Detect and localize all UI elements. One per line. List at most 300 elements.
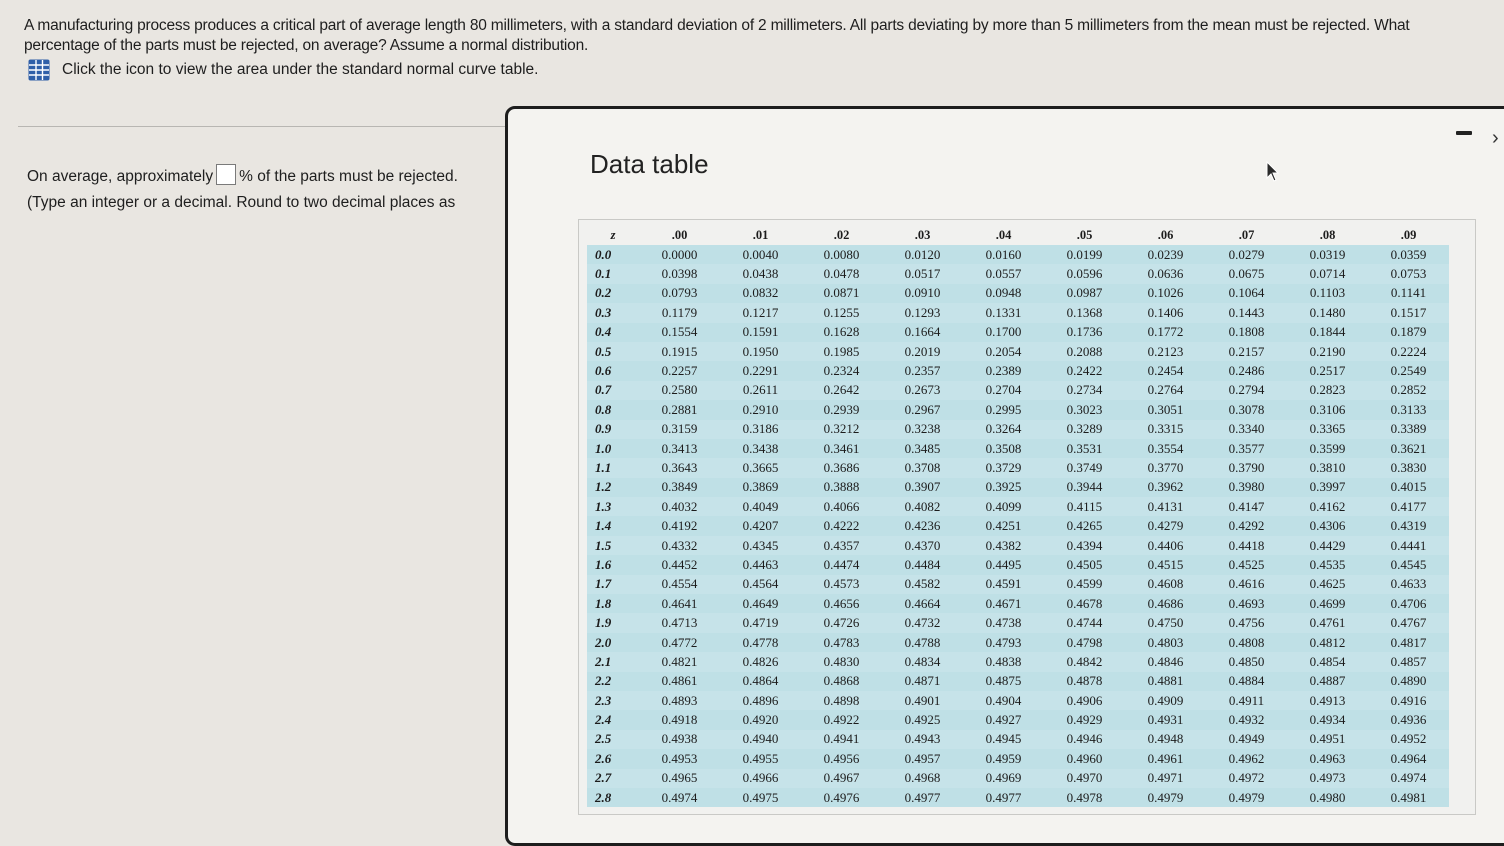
table-cell: 0.4929 <box>1044 710 1125 729</box>
table-cell: 0.4959 <box>963 749 1044 768</box>
table-cell: 0.0239 <box>1125 245 1206 264</box>
table-cell: 0.4963 <box>1287 749 1368 768</box>
table-cell: 0.3508 <box>963 439 1044 458</box>
table-cell: 0.4960 <box>1044 749 1125 768</box>
table-row <box>587 575 1449 594</box>
table-cell: 0.3708 <box>882 458 963 477</box>
table-cell: 0.2291 <box>720 361 801 380</box>
table-cell: 0.4756 <box>1206 613 1287 632</box>
table-cell: 0.4913 <box>1287 691 1368 710</box>
table-cell: 0.3186 <box>720 420 801 439</box>
table-cell: 0.4931 <box>1125 710 1206 729</box>
z-value-cell: 0.8 <box>587 400 639 419</box>
z-value-cell: 2.3 <box>587 691 639 710</box>
table-cell: 0.2967 <box>882 400 963 419</box>
table-cell: 0.4838 <box>963 652 1044 671</box>
z-value-cell: 2.8 <box>587 788 639 807</box>
table-cell: 0.3621 <box>1368 439 1449 458</box>
table-cell: 0.4821 <box>639 652 720 671</box>
table-cell: 0.4131 <box>1125 497 1206 516</box>
table-cell: 0.1103 <box>1287 284 1368 303</box>
table-cell: 0.2995 <box>963 400 1044 419</box>
mouse-cursor-icon <box>1266 161 1280 183</box>
column-header: .01 <box>752 228 769 242</box>
table-cell: 0.4898 <box>801 691 882 710</box>
table-cell: 0.4032 <box>639 497 720 516</box>
z-value-cell: 1.1 <box>587 458 639 477</box>
table-cell: 0.4162 <box>1287 497 1368 516</box>
table-cell: 0.4968 <box>882 769 963 788</box>
answer-instructions: (Type an integer or a decimal. Round to two decimal places as <box>27 194 456 211</box>
z-column-header: z <box>610 228 616 242</box>
table-cell: 0.3980 <box>1206 478 1287 497</box>
table-cell: 0.4778 <box>720 633 801 652</box>
table-cell: 0.3438 <box>720 439 801 458</box>
table-cell: 0.4177 <box>1368 497 1449 516</box>
table-cell: 0.0832 <box>720 284 801 303</box>
table-cell: 0.3643 <box>639 458 720 477</box>
table-cell: 0.4750 <box>1125 613 1206 632</box>
z-value-cell: 1.3 <box>587 497 639 516</box>
table-cell: 0.4147 <box>1206 497 1287 516</box>
table-cell: 0.4918 <box>639 710 720 729</box>
table-cell: 0.4961 <box>1125 749 1206 768</box>
table-cell: 0.4099 <box>963 497 1044 516</box>
table-cell: 0.4564 <box>720 575 801 594</box>
table-cell: 0.1808 <box>1206 323 1287 342</box>
minimize-icon[interactable] <box>1456 131 1472 135</box>
z-value-cell: 1.8 <box>587 594 639 613</box>
table-cell: 0.2673 <box>882 381 963 400</box>
table-cell: 0.0199 <box>1044 245 1125 264</box>
table-cell: 0.4357 <box>801 536 882 555</box>
table-cell: 0.1255 <box>801 303 882 322</box>
table-cell: 0.4616 <box>1206 575 1287 594</box>
table-cell: 0.1772 <box>1125 323 1206 342</box>
table-cell: 0.4969 <box>963 769 1044 788</box>
table-row <box>587 323 1449 342</box>
table-cell: 0.4871 <box>882 672 963 691</box>
table-cell: 0.2881 <box>639 400 720 419</box>
z-table-container <box>578 219 1476 815</box>
table-cell: 0.4767 <box>1368 613 1449 632</box>
table-row <box>587 672 1449 691</box>
table-cell: 0.3770 <box>1125 458 1206 477</box>
z-value-cell: 0.1 <box>587 264 639 283</box>
table-cell: 0.4664 <box>882 594 963 613</box>
table-row <box>587 652 1449 671</box>
table-cell: 0.4591 <box>963 575 1044 594</box>
table-cell: 0.4962 <box>1206 749 1287 768</box>
table-cell: 0.4957 <box>882 749 963 768</box>
z-value-cell: 1.4 <box>587 516 639 535</box>
table-cell: 0.4394 <box>1044 536 1125 555</box>
table-cell: 0.4976 <box>801 788 882 807</box>
z-value-cell: 1.9 <box>587 613 639 632</box>
table-cell: 0.4192 <box>639 516 720 535</box>
question-text: A manufacturing process produces a critical part of average length 80 millimeters, with a standard deviation of 2 millimeters. All parts deviating by more than 5 millimeters from the mean must be rejected. What percentage of the parts must be rejected, on average? Assume a normal distribution. <box>24 17 1410 54</box>
table-cell: 0.1700 <box>963 323 1044 342</box>
table-cell: 0.1064 <box>1206 284 1287 303</box>
table-cell: 0.4887 <box>1287 672 1368 691</box>
table-cell: 0.4956 <box>801 749 882 768</box>
table-cell: 0.3849 <box>639 478 720 497</box>
table-cell: 0.1736 <box>1044 323 1125 342</box>
table-cell: 0.4964 <box>1368 749 1449 768</box>
table-cell: 0.3023 <box>1044 400 1125 419</box>
table-cell: 0.4761 <box>1287 613 1368 632</box>
table-row <box>587 691 1449 710</box>
table-cell: 0.2486 <box>1206 361 1287 380</box>
view-table-link[interactable] <box>28 58 538 82</box>
table-cell: 0.4938 <box>639 730 720 749</box>
table-cell: 0.4980 <box>1287 788 1368 807</box>
table-row <box>587 788 1449 807</box>
table-cell: 0.0948 <box>963 284 1044 303</box>
z-value-cell: 2.6 <box>587 749 639 768</box>
table-cell: 0.1179 <box>639 303 720 322</box>
table-cell: 0.2704 <box>963 381 1044 400</box>
table-cell: 0.3461 <box>801 439 882 458</box>
table-cell: 0.4625 <box>1287 575 1368 594</box>
table-cell: 0.2123 <box>1125 342 1206 361</box>
z-value-cell: 1.2 <box>587 478 639 497</box>
table-cell: 0.4922 <box>801 710 882 729</box>
table-cell: 0.1554 <box>639 323 720 342</box>
table-cell: 0.4945 <box>963 730 1044 749</box>
table-cell: 0.0478 <box>801 264 882 283</box>
table-cell: 0.4345 <box>720 536 801 555</box>
table-cell: 0.4946 <box>1044 730 1125 749</box>
table-cell: 0.4977 <box>882 788 963 807</box>
table-cell: 0.4893 <box>639 691 720 710</box>
divider <box>18 126 508 127</box>
table-cell: 0.4904 <box>963 691 1044 710</box>
table-cell: 0.1141 <box>1368 284 1449 303</box>
chevron-right-icon[interactable]: › <box>1492 127 1499 149</box>
table-cell: 0.0987 <box>1044 284 1125 303</box>
table-cell: 0.4881 <box>1125 672 1206 691</box>
table-cell: 0.0040 <box>720 245 801 264</box>
table-cell: 0.2357 <box>882 361 963 380</box>
table-row <box>587 613 1449 632</box>
table-cell: 0.4699 <box>1287 594 1368 613</box>
table-cell: 0.4726 <box>801 613 882 632</box>
table-cell: 0.4941 <box>801 730 882 749</box>
table-cell: 0.3962 <box>1125 478 1206 497</box>
column-header: .04 <box>995 228 1012 242</box>
table-cell: 0.3830 <box>1368 458 1449 477</box>
table-cell: 0.2910 <box>720 400 801 419</box>
table-cell: 0.4951 <box>1287 730 1368 749</box>
table-cell: 0.0557 <box>963 264 1044 283</box>
column-header: .07 <box>1238 228 1255 242</box>
table-cell: 0.4949 <box>1206 730 1287 749</box>
z-value-cell: 0.2 <box>587 284 639 303</box>
table-cell: 0.1985 <box>801 342 882 361</box>
table-cell: 0.3264 <box>963 420 1044 439</box>
table-cell: 0.4812 <box>1287 633 1368 652</box>
table-cell: 0.4826 <box>720 652 801 671</box>
table-cell: 0.1331 <box>963 303 1044 322</box>
table-cell: 0.4974 <box>1368 769 1449 788</box>
table-cell: 0.3106 <box>1287 400 1368 419</box>
table-cell: 0.4633 <box>1368 575 1449 594</box>
table-cell: 0.0319 <box>1287 245 1368 264</box>
table-body <box>587 245 1449 807</box>
table-cell: 0.2454 <box>1125 361 1206 380</box>
table-cell: 0.2054 <box>963 342 1044 361</box>
table-cell: 0.0871 <box>801 284 882 303</box>
table-cell: 0.1844 <box>1287 323 1368 342</box>
table-cell: 0.4082 <box>882 497 963 516</box>
table-cell: 0.4927 <box>963 710 1044 729</box>
table-cell: 0.4911 <box>1206 691 1287 710</box>
answer-input[interactable] <box>216 164 236 185</box>
table-cell: 0.4382 <box>963 536 1044 555</box>
table-cell: 0.4934 <box>1287 710 1368 729</box>
table-row <box>587 342 1449 361</box>
table-cell: 0.1628 <box>801 323 882 342</box>
table-cell: 0.4966 <box>720 769 801 788</box>
table-cell: 0.4953 <box>639 749 720 768</box>
table-cell: 0.2852 <box>1368 381 1449 400</box>
table-cell: 0.0517 <box>882 264 963 283</box>
z-table <box>587 226 1449 807</box>
table-cell: 0.4868 <box>801 672 882 691</box>
table-cell: 0.4830 <box>801 652 882 671</box>
table-cell: 0.4495 <box>963 555 1044 574</box>
table-cell: 0.4525 <box>1206 555 1287 574</box>
table-cell: 0.3599 <box>1287 439 1368 458</box>
table-cell: 0.4878 <box>1044 672 1125 691</box>
table-row <box>587 536 1449 555</box>
table-cell: 0.1664 <box>882 323 963 342</box>
table-cell: 0.4864 <box>720 672 801 691</box>
table-cell: 0.0636 <box>1125 264 1206 283</box>
column-header: .09 <box>1400 228 1417 242</box>
table-cell: 0.4808 <box>1206 633 1287 652</box>
column-header: .00 <box>671 228 688 242</box>
table-cell: 0.0793 <box>639 284 720 303</box>
table-cell: 0.4783 <box>801 633 882 652</box>
z-value-cell: 0.5 <box>587 342 639 361</box>
table-cell: 0.4896 <box>720 691 801 710</box>
table-cell: 0.4279 <box>1125 516 1206 535</box>
table-cell: 0.4332 <box>639 536 720 555</box>
column-header: .03 <box>914 228 931 242</box>
table-cell: 0.4973 <box>1287 769 1368 788</box>
table-cell: 0.3340 <box>1206 420 1287 439</box>
table-cell: 0.2257 <box>639 361 720 380</box>
table-cell: 0.4115 <box>1044 497 1125 516</box>
table-row <box>587 555 1449 574</box>
table-cell: 0.4319 <box>1368 516 1449 535</box>
table-cell: 0.4713 <box>639 613 720 632</box>
table-cell: 0.4732 <box>882 613 963 632</box>
table-cell: 0.4535 <box>1287 555 1368 574</box>
panel-title: Data table <box>590 149 709 179</box>
table-cell: 0.2580 <box>639 381 720 400</box>
table-cell: 0.4306 <box>1287 516 1368 535</box>
table-cell: 0.2019 <box>882 342 963 361</box>
table-cell: 0.4236 <box>882 516 963 535</box>
table-cell: 0.4861 <box>639 672 720 691</box>
table-cell: 0.4793 <box>963 633 1044 652</box>
table-cell: 0.4979 <box>1206 788 1287 807</box>
table-cell: 0.2823 <box>1287 381 1368 400</box>
table-cell: 0.2157 <box>1206 342 1287 361</box>
table-cell: 0.1517 <box>1368 303 1449 322</box>
table-row <box>587 633 1449 652</box>
table-cell: 0.2389 <box>963 361 1044 380</box>
table-cell: 0.4834 <box>882 652 963 671</box>
table-cell: 0.4429 <box>1287 536 1368 555</box>
table-cell: 0.4608 <box>1125 575 1206 594</box>
table-cell: 0.3485 <box>882 439 963 458</box>
table-cell: 0.3315 <box>1125 420 1206 439</box>
table-cell: 0.4974 <box>639 788 720 807</box>
table-cell: 0.4706 <box>1368 594 1449 613</box>
table-cell: 0.4744 <box>1044 613 1125 632</box>
table-cell: 0.3686 <box>801 458 882 477</box>
z-value-cell: 1.7 <box>587 575 639 594</box>
table-cell: 0.2088 <box>1044 342 1125 361</box>
table-cell: 0.3238 <box>882 420 963 439</box>
table-cell: 0.0080 <box>801 245 882 264</box>
table-cell: 0.4975 <box>720 788 801 807</box>
table-cell: 0.4406 <box>1125 536 1206 555</box>
table-cell: 0.4671 <box>963 594 1044 613</box>
table-cell: 0.0438 <box>720 264 801 283</box>
table-cell: 0.4936 <box>1368 710 1449 729</box>
table-cell: 0.3051 <box>1125 400 1206 419</box>
table-cell: 0.4554 <box>639 575 720 594</box>
table-cell: 0.4842 <box>1044 652 1125 671</box>
table-cell: 0.4909 <box>1125 691 1206 710</box>
table-cell: 0.0714 <box>1287 264 1368 283</box>
z-value-cell: 0.6 <box>587 361 639 380</box>
table-cell: 0.4979 <box>1125 788 1206 807</box>
table-row <box>587 478 1449 497</box>
table-cell: 0.4418 <box>1206 536 1287 555</box>
table-row <box>587 497 1449 516</box>
table-cell: 0.1293 <box>882 303 963 322</box>
table-cell: 0.1443 <box>1206 303 1287 322</box>
table-cell: 0.1915 <box>639 342 720 361</box>
answer-prefix: On average, approximately <box>27 168 214 185</box>
table-cell: 0.4251 <box>963 516 1044 535</box>
table-cell: 0.4441 <box>1368 536 1449 555</box>
table-cell: 0.0000 <box>639 245 720 264</box>
table-cell: 0.2190 <box>1287 342 1368 361</box>
table-cell: 0.4916 <box>1368 691 1449 710</box>
table-cell: 0.2764 <box>1125 381 1206 400</box>
table-cell: 0.4049 <box>720 497 801 516</box>
z-value-cell: 2.1 <box>587 652 639 671</box>
table-cell: 0.3212 <box>801 420 882 439</box>
table-cell: 0.4952 <box>1368 730 1449 749</box>
table-cell: 0.4719 <box>720 613 801 632</box>
table-cell: 0.0753 <box>1368 264 1449 283</box>
view-table-text[interactable]: Click the icon to view the area under the standard normal curve table. <box>62 61 539 78</box>
table-cell: 0.3997 <box>1287 478 1368 497</box>
table-cell: 0.4906 <box>1044 691 1125 710</box>
table-cell: 0.1217 <box>720 303 801 322</box>
table-row <box>587 303 1449 322</box>
table-cell: 0.4943 <box>882 730 963 749</box>
table-cell: 0.4265 <box>1044 516 1125 535</box>
z-value-cell: 0.3 <box>587 303 639 322</box>
table-cell: 0.4948 <box>1125 730 1206 749</box>
table-cell: 0.4972 <box>1206 769 1287 788</box>
table-row <box>587 730 1449 749</box>
table-cell: 0.4932 <box>1206 710 1287 729</box>
table-cell: 0.4772 <box>639 633 720 652</box>
table-cell: 0.2642 <box>801 381 882 400</box>
table-cell: 0.4015 <box>1368 478 1449 497</box>
table-cell: 0.3729 <box>963 458 1044 477</box>
column-header: .02 <box>833 228 850 242</box>
table-cell: 0.2734 <box>1044 381 1125 400</box>
table-cell: 0.3907 <box>882 478 963 497</box>
table-cell: 0.4846 <box>1125 652 1206 671</box>
table-cell: 0.4222 <box>801 516 882 535</box>
table-cell: 0.4857 <box>1368 652 1449 671</box>
z-value-cell: 0.7 <box>587 381 639 400</box>
table-cell: 0.0359 <box>1368 245 1449 264</box>
table-cell: 0.4582 <box>882 575 963 594</box>
table-cell: 0.4649 <box>720 594 801 613</box>
table-cell: 0.4970 <box>1044 769 1125 788</box>
table-cell: 0.3925 <box>963 478 1044 497</box>
table-cell: 0.3289 <box>1044 420 1125 439</box>
table-row <box>587 516 1449 535</box>
table-cell: 0.4474 <box>801 555 882 574</box>
table-row <box>587 400 1449 419</box>
data-table-panel <box>505 106 1504 846</box>
table-cell: 0.4978 <box>1044 788 1125 807</box>
table-row <box>587 439 1449 458</box>
table-cell: 0.1879 <box>1368 323 1449 342</box>
table-cell: 0.0910 <box>882 284 963 303</box>
table-cell: 0.3577 <box>1206 439 1287 458</box>
table-cell: 0.2611 <box>720 381 801 400</box>
z-value-cell: 2.0 <box>587 633 639 652</box>
table-cell: 0.3869 <box>720 478 801 497</box>
table-row <box>587 710 1449 729</box>
table-cell: 0.4515 <box>1125 555 1206 574</box>
table-cell: 0.3749 <box>1044 458 1125 477</box>
table-cell: 0.3389 <box>1368 420 1449 439</box>
table-row <box>587 420 1449 439</box>
table-row <box>587 264 1449 283</box>
table-cell: 0.4738 <box>963 613 1044 632</box>
table-cell: 0.4066 <box>801 497 882 516</box>
column-header: .05 <box>1076 228 1093 242</box>
table-cell: 0.3790 <box>1206 458 1287 477</box>
table-cell: 0.4884 <box>1206 672 1287 691</box>
table-grid-icon[interactable] <box>28 59 50 81</box>
table-cell: 0.3133 <box>1368 400 1449 419</box>
table-cell: 0.4463 <box>720 555 801 574</box>
z-value-cell: 2.2 <box>587 672 639 691</box>
z-value-cell: 2.4 <box>587 710 639 729</box>
z-value-cell: 2.7 <box>587 769 639 788</box>
table-cell: 0.4854 <box>1287 652 1368 671</box>
table-cell: 0.4971 <box>1125 769 1206 788</box>
table-cell: 0.1026 <box>1125 284 1206 303</box>
